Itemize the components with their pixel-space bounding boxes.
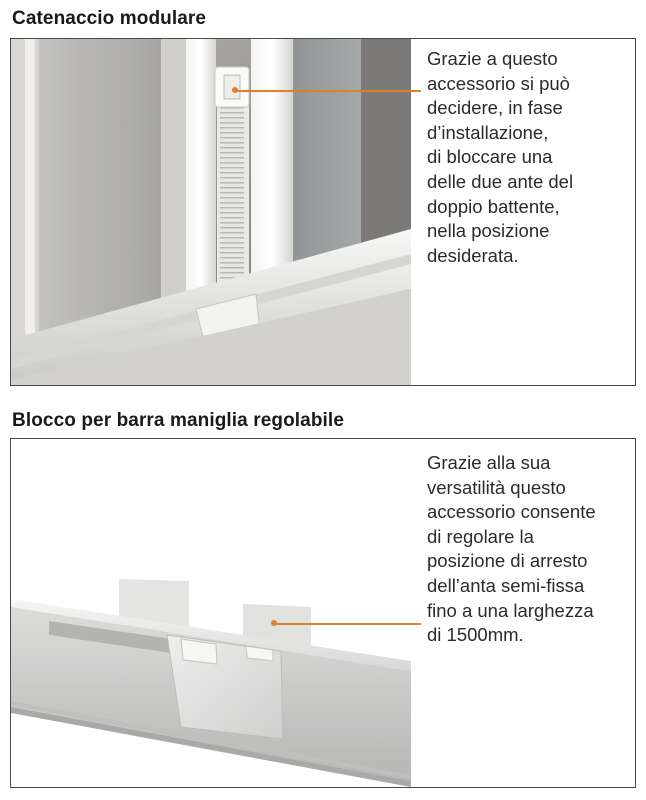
description-line: di regolare la — [427, 525, 534, 547]
section-blocco-barra-maniglia — [0, 390, 646, 800]
product-description — [427, 451, 633, 648]
product-panel — [10, 438, 636, 788]
description-line: d’installazione, — [427, 121, 549, 143]
leader-dot — [232, 87, 238, 93]
section-title: Catenaccio modulare — [12, 8, 207, 29]
description-line: dell’anta semi-fissa — [427, 574, 585, 596]
description-line: decidere, in fase — [427, 97, 563, 119]
description-line: delle due ante del — [427, 170, 574, 192]
description-line: Grazie alla sua — [427, 452, 551, 473]
leader-line — [274, 623, 421, 625]
description-line: Grazie a questo — [427, 48, 558, 69]
description-line: nella posizione — [427, 220, 550, 242]
description-line: accessorio si può — [427, 72, 570, 94]
section-title: Blocco per barra maniglia regolabile — [12, 410, 344, 431]
description-line: accessorio consente — [427, 501, 596, 523]
description-line: doppio battente, — [427, 195, 560, 217]
product-description — [427, 47, 633, 268]
leader-dot — [271, 620, 277, 626]
description-line: di 1500mm. — [427, 624, 524, 646]
leader-line — [235, 90, 421, 92]
section-catenaccio-modulare — [0, 0, 646, 390]
description-line: versatilità questo — [427, 476, 566, 498]
description-line: di bloccare una — [427, 146, 553, 168]
description-line: desiderata. — [427, 244, 519, 266]
description-line: posizione di arresto — [427, 550, 588, 572]
handle-bar-block-photo — [11, 439, 411, 787]
description-line: fino a una larghezza — [427, 599, 594, 621]
product-panel — [10, 38, 636, 386]
